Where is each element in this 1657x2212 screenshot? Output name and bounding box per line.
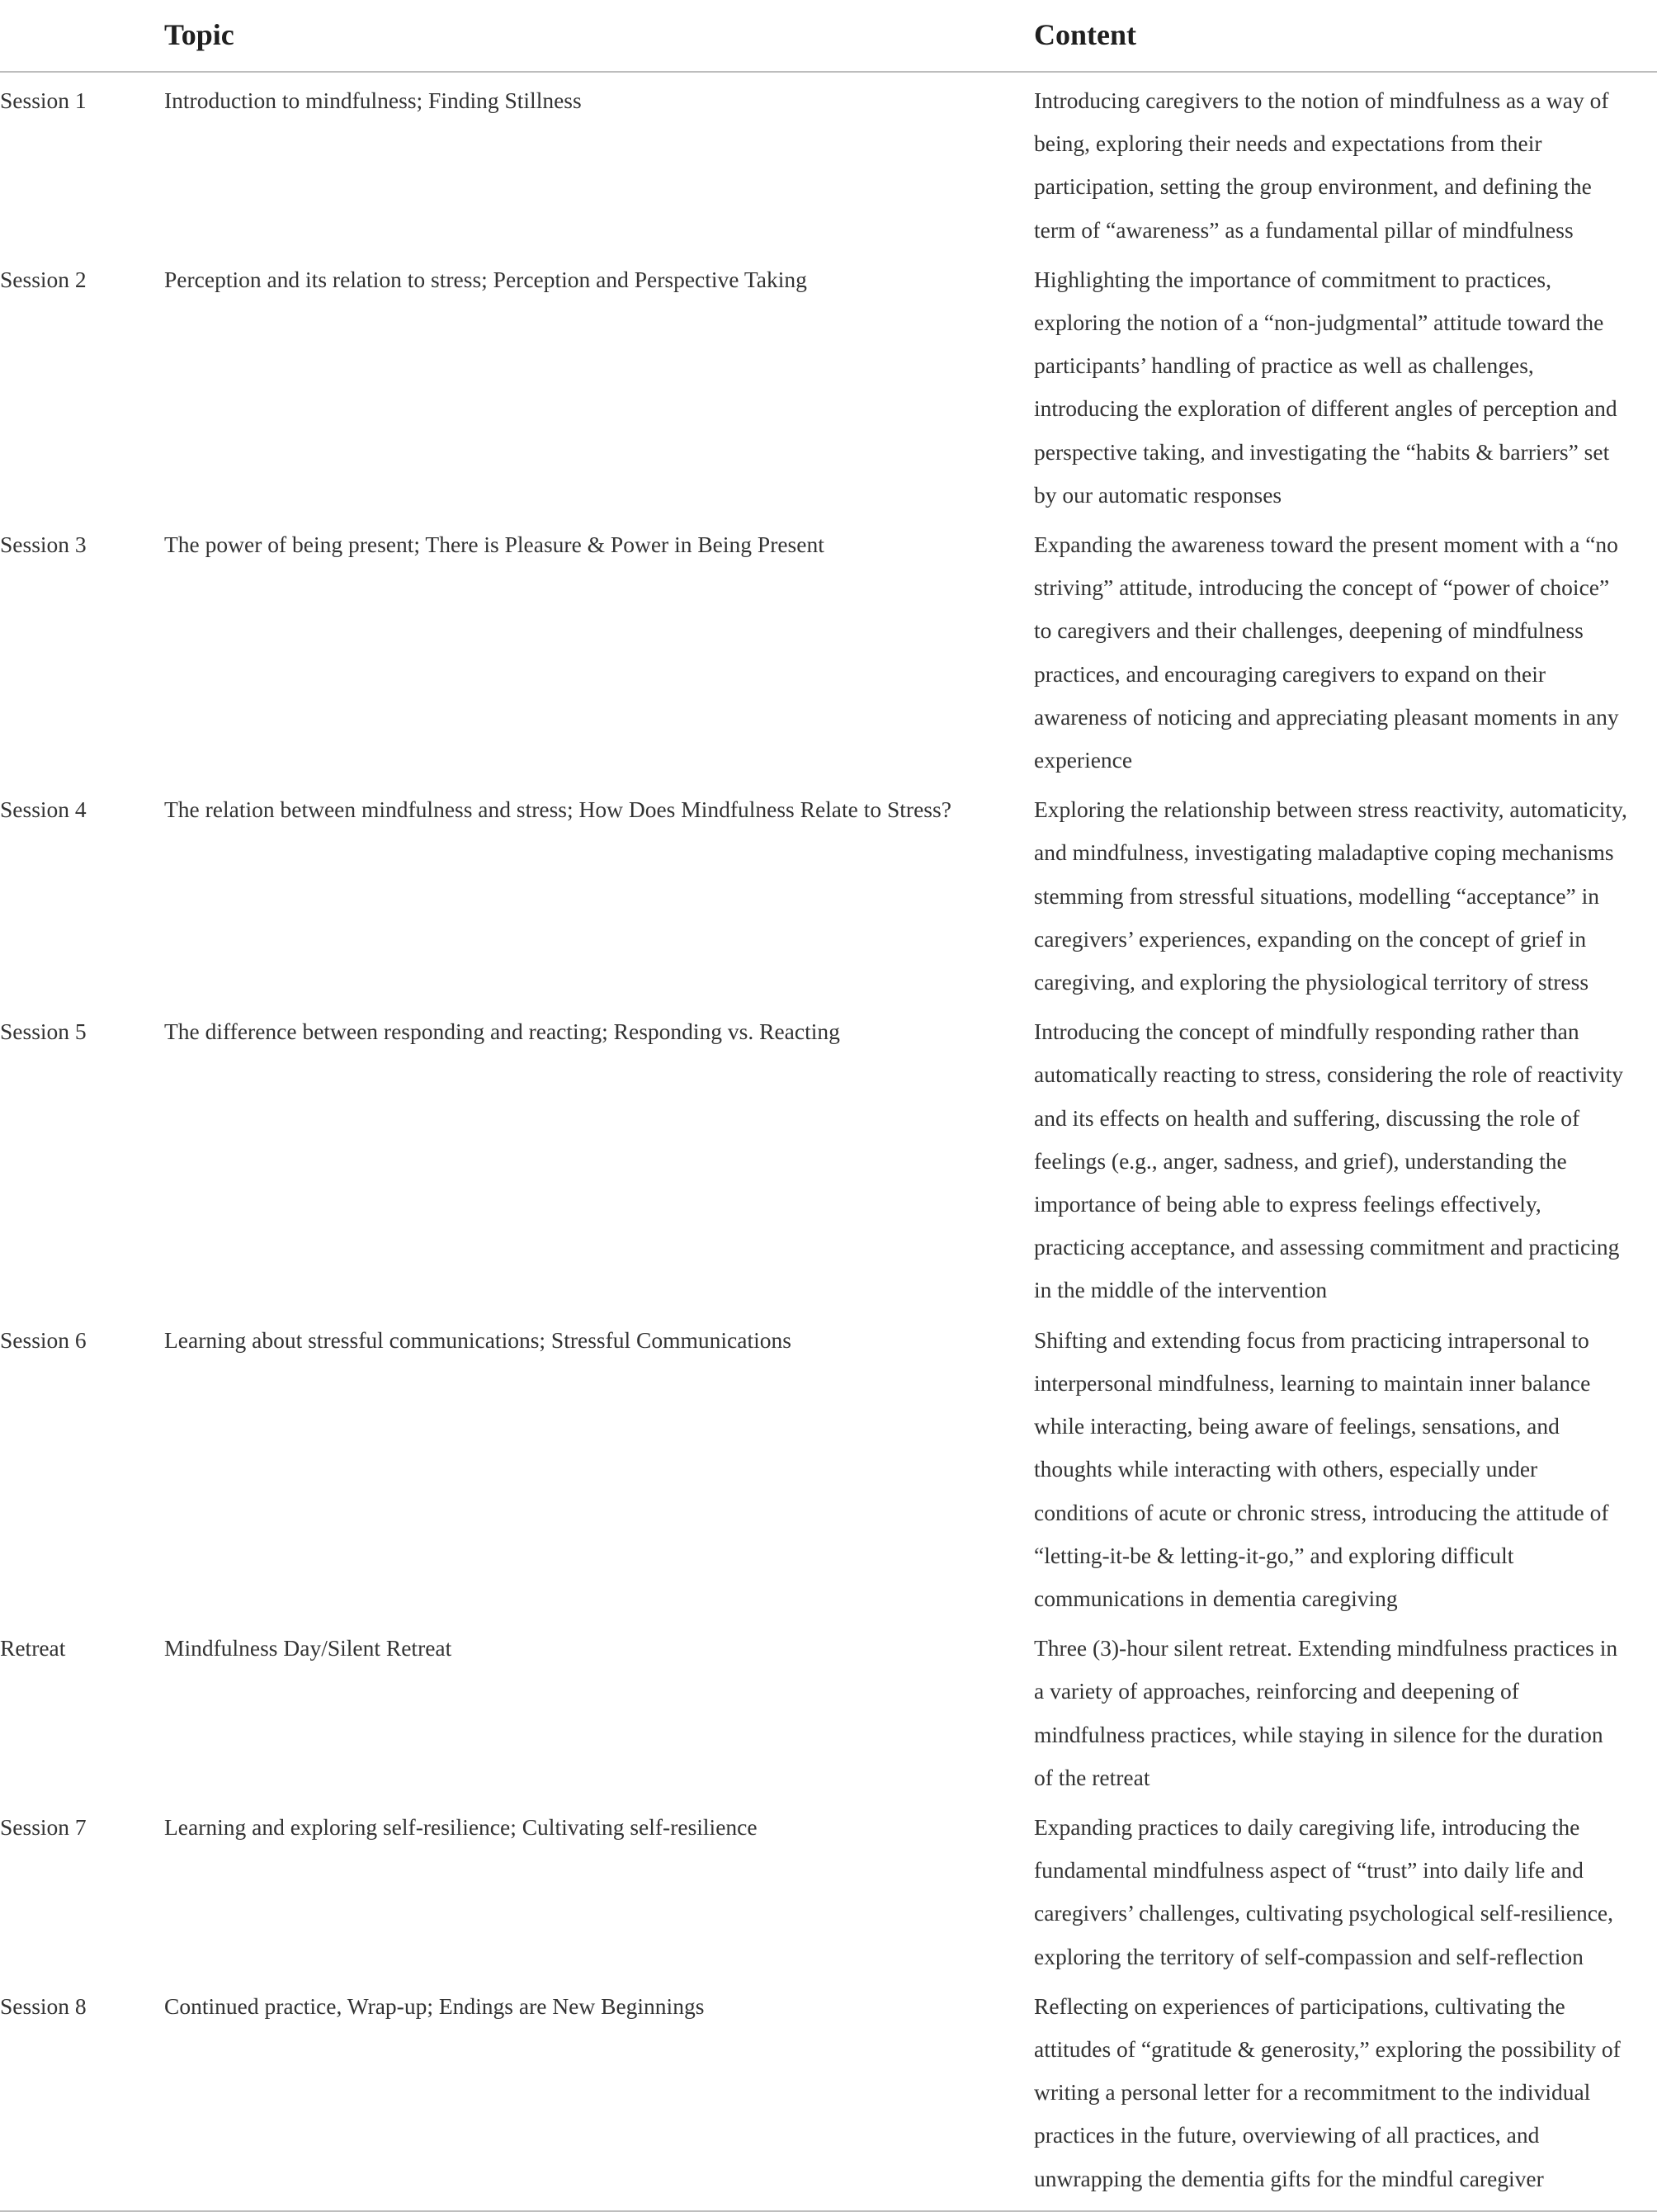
content-line: caregivers’ challenges, cultivating psychological self-resilience, <box>1034 1900 1613 1926</box>
content-cell <box>1034 79 1657 252</box>
session-cell: Session 2 <box>0 266 87 292</box>
content-line: stemming from stressful situations, modelling “acceptance” in <box>1034 882 1600 909</box>
content-line: Three (3)-hour silent retreat. Extending mindfulness practices in <box>1034 1635 1618 1661</box>
topic-cell: Continued practice, Wrap-up; Endings are New Beginnings <box>164 1992 705 2019</box>
session-cell: Session 4 <box>0 796 87 823</box>
content-line: Introducing the concept of mindfully responding rather than <box>1034 1019 1579 1045</box>
content-cell <box>1034 1319 1657 1620</box>
content-line: practices, and encouraging caregivers to expand on their <box>1034 660 1546 687</box>
content-line: Expanding the awareness toward the present moment with a “no <box>1034 532 1618 558</box>
topic-cell: Learning about stressful communications; Stressful Communications <box>164 1326 791 1353</box>
content-line: introducing the exploration of different angles of perception and <box>1034 395 1617 422</box>
content-cell <box>1034 1010 1657 1312</box>
session-cell: Session 6 <box>0 1326 87 1353</box>
content-line: by our automatic responses <box>1034 481 1282 508</box>
column-header-content: Content <box>1034 18 1136 51</box>
content-line: perspective taking, and investigating the “habits & barriers” set <box>1034 438 1610 465</box>
content-line: and its effects on health and suffering, discussing the role of <box>1034 1104 1580 1131</box>
content-cell <box>1034 1627 1657 1799</box>
content-line: interpersonal mindfulness, learning to maintain inner balance <box>1034 1369 1591 1396</box>
content-line: of the retreat <box>1034 1764 1150 1790</box>
table-bottom-rule <box>0 2210 1657 2212</box>
content-line: while interacting, being aware of feelings, sensations, and <box>1034 1413 1560 1439</box>
content-line: Highlighting the importance of commitment to practices, <box>1034 266 1551 292</box>
content-line: Shifting and extending focus from practicing intrapersonal to <box>1034 1326 1589 1353</box>
content-line: caregiving, and exploring the physiological territory of stress <box>1034 969 1589 995</box>
table-body <box>0 73 1657 2200</box>
content-line: communications in dementia caregiving <box>1034 1585 1398 1611</box>
session-cell: Session 1 <box>0 87 87 113</box>
content-line: term of “awareness” as a fundamental pillar of mindfulness <box>1034 216 1574 243</box>
topic-cell: Mindfulness Day/Silent Retreat <box>164 1635 452 1661</box>
content-line: conditions of acute or chronic stress, introducing the attitude of <box>1034 1499 1609 1525</box>
content-line: importance of being able to express feelings effectively, <box>1034 1191 1541 1217</box>
topic-cell: The difference between responding and reacting; Responding vs. Reacting <box>164 1019 840 1045</box>
topic-cell: The relation between mindfulness and stress; How Does Mindfulness Relate to Stress? <box>164 796 951 823</box>
topic-cell: Perception and its relation to stress; Perception and Perspective Taking <box>164 266 807 292</box>
content-cell <box>1034 523 1657 782</box>
table-row <box>0 73 1657 252</box>
table-row <box>0 782 1657 1004</box>
content-line: Exploring the relationship between stress reactivity, automaticity, <box>1034 796 1627 823</box>
content-cell <box>1034 1806 1657 1978</box>
content-line: in the middle of the intervention <box>1034 1277 1328 1303</box>
content-cell <box>1034 258 1657 517</box>
session-cell: Retreat <box>0 1635 66 1661</box>
content-line: practicing acceptance, and assessing commitment and practicing <box>1034 1234 1620 1260</box>
session-cell: Session 8 <box>0 1992 87 2019</box>
content-line: Expanding practices to daily caregiving life, introducing the <box>1034 1813 1580 1840</box>
content-line: thoughts while interacting with others, especially under <box>1034 1456 1538 1482</box>
content-line: participants’ handling of practice as well as challenges, <box>1034 352 1534 379</box>
table-row <box>0 252 1657 517</box>
content-line: experience <box>1034 747 1133 773</box>
table-row <box>0 1620 1657 1799</box>
content-line: participation, setting the group environment, and defining the <box>1034 173 1592 200</box>
content-line: exploring the territory of self-compassion and self-reflection <box>1034 1943 1584 1969</box>
session-cell: Session 7 <box>0 1813 87 1840</box>
session-cell: Session 3 <box>0 532 87 558</box>
content-line: a variety of approaches, reinforcing and deepening of <box>1034 1678 1519 1704</box>
table-row <box>0 1799 1657 1978</box>
topic-cell: The power of being present; There is Pleasure & Power in Being Present <box>164 532 824 558</box>
content-line: mindfulness practices, while staying in silence for the duration <box>1034 1721 1603 1747</box>
content-line: exploring the notion of a “non-judgmental” attitude toward the <box>1034 310 1604 336</box>
table-row <box>0 1312 1657 1620</box>
content-line: caregivers’ experiences, expanding on the concept of grief in <box>1034 925 1587 952</box>
content-line: to caregivers and their challenges, deepening of mindfulness <box>1034 617 1584 644</box>
topic-cell: Learning and exploring self-resilience; Cultivating self-resilience <box>164 1813 758 1840</box>
content-line: automatically reacting to stress, considering the role of reactivity <box>1034 1061 1623 1088</box>
content-line: feelings (e.g., anger, sadness, and grief), understanding the <box>1034 1147 1567 1174</box>
table-row <box>0 1978 1657 2200</box>
content-line: “letting-it-be & letting-it-go,” and exploring difficult <box>1034 1542 1514 1568</box>
column-header-topic: Topic <box>164 18 234 51</box>
content-line: practices in the future, overviewing of all practices, and <box>1034 2122 1540 2148</box>
content-line: and mindfulness, investigating maladaptive coping mechanisms <box>1034 839 1614 866</box>
content-cell <box>1034 1985 1657 2200</box>
content-line: unwrapping the dementia gifts for the mindful caregiver <box>1034 2165 1544 2191</box>
session-cell: Session 5 <box>0 1019 87 1045</box>
table-header <box>0 0 1657 73</box>
table-row <box>0 517 1657 782</box>
topic-cell: Introduction to mindfulness; Finding Stillness <box>164 87 582 113</box>
content-line: fundamental mindfulness aspect of “trust” into daily life and <box>1034 1857 1584 1884</box>
content-line: Reflecting on experiences of participations, cultivating the <box>1034 1992 1565 2019</box>
content-line: Introducing caregivers to the notion of mindfulness as a way of <box>1034 87 1609 113</box>
content-line: striving” attitude, introducing the concept of “power of choice” <box>1034 574 1610 601</box>
content-line: being, exploring their needs and expectations from their <box>1034 130 1542 157</box>
content-cell <box>1034 788 1657 1004</box>
content-line: attitudes of “gratitude & generosity,” exploring the possibility of <box>1034 2035 1621 2062</box>
table-row <box>0 1004 1657 1312</box>
content-line: writing a personal letter for a recommitment to the individual <box>1034 2079 1591 2106</box>
content-line: awareness of noticing and appreciating pleasant moments in any <box>1034 703 1619 730</box>
